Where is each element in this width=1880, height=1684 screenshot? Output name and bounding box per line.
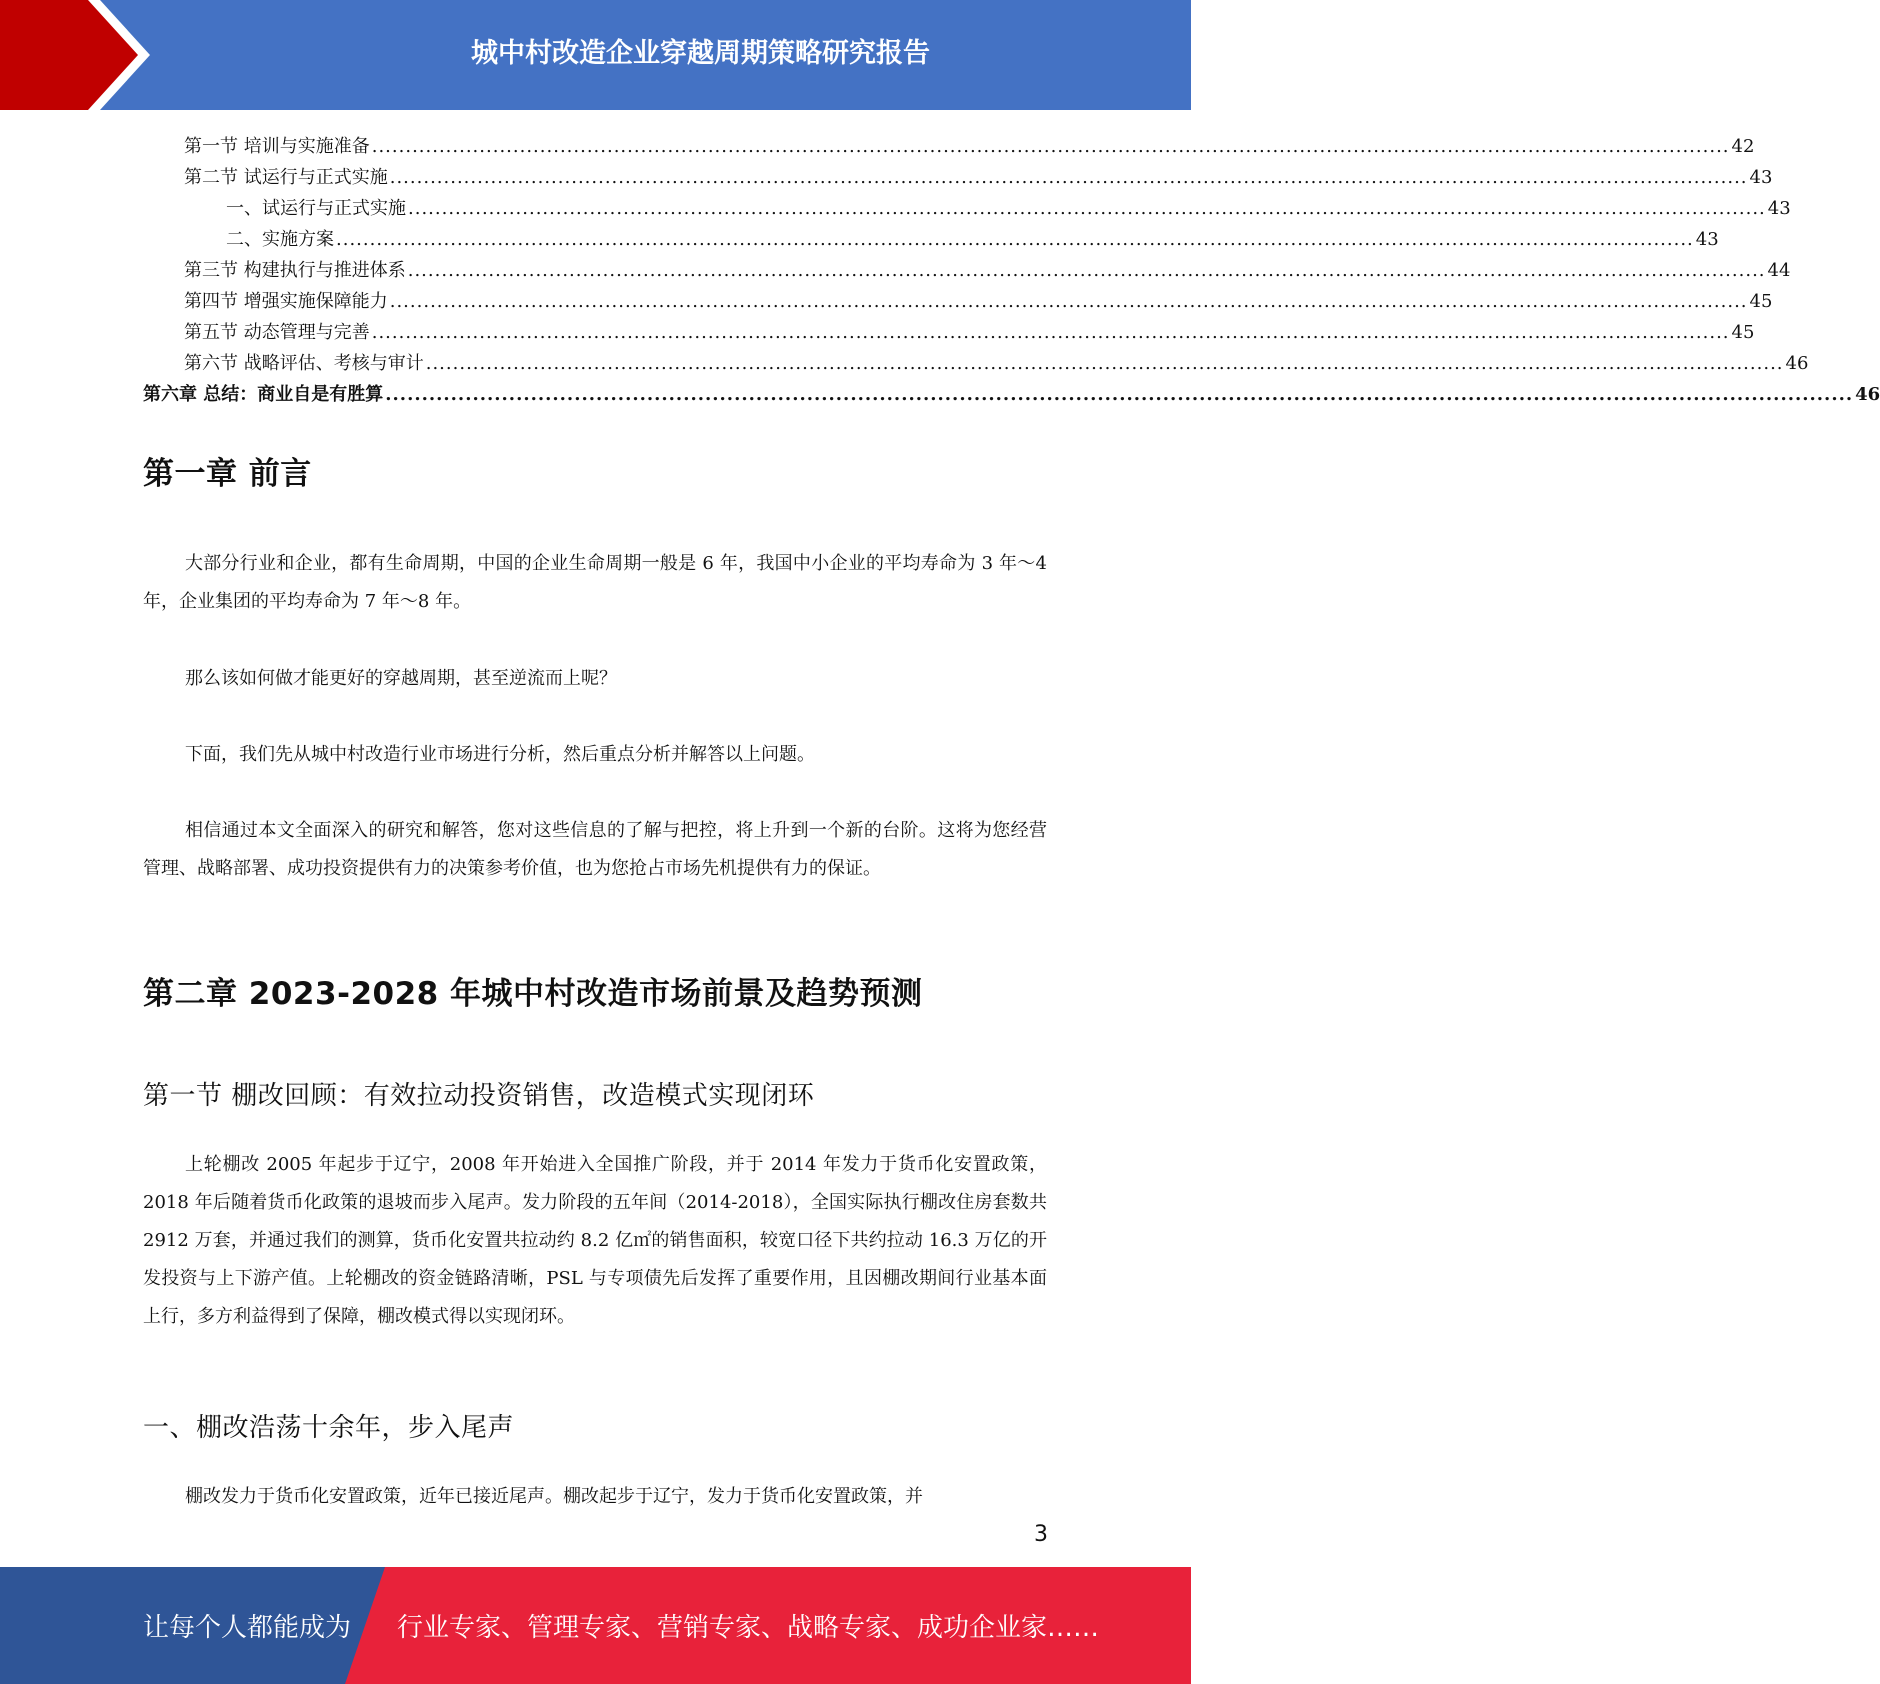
toc-entry[interactable]	[143, 313, 1755, 344]
toc-page: 45	[1731, 322, 1755, 343]
toc-label: 二、实施方案	[226, 229, 334, 250]
page-number: 3	[1034, 1522, 1048, 1547]
toc-page: 46	[1785, 353, 1809, 374]
toc-label: 第六节 战略评估、考核与审计	[184, 353, 424, 374]
toc-page: 46	[1855, 384, 1880, 405]
toc-page: 43	[1695, 229, 1719, 250]
footer-slogan-right: 行业专家、管理专家、营销专家、战略专家、成功企业家……	[397, 1613, 1100, 1643]
toc-leader: ..........................................................................................................................................................................................................	[389, 291, 1748, 312]
toc-label: 第三节 构建执行与推进体系	[184, 260, 406, 281]
toc-entry-chapter[interactable]	[143, 375, 1880, 406]
toc-label: 一、试运行与正式实施	[226, 198, 406, 219]
toc-label: 第二节 试运行与正式实施	[184, 167, 388, 188]
toc-page: 43	[1767, 198, 1791, 219]
toc-page: 45	[1749, 291, 1773, 312]
toc-label: 第一节 培训与实施准备	[184, 136, 370, 157]
toc-entry[interactable]	[143, 127, 1755, 158]
section-1-title: 第一节 棚改回顾：有效拉动投资销售，改造模式实现闭环	[143, 1081, 815, 1111]
toc-entry[interactable]	[143, 220, 1719, 251]
toc-leader: ..........................................................................................................................................................................................................	[389, 167, 1748, 188]
toc-entry[interactable]	[143, 189, 1791, 220]
toc-label: 第六章 总结：商业自是有胜算	[143, 384, 384, 405]
toc-leader: ..........................................................................................................................................................................................................	[371, 322, 1730, 343]
chapter-2-title: 第二章 2023-2028 年城中村改造市场前景及趋势预测	[143, 976, 923, 1012]
toc-leader: ..........................................................................................................................................................................................................	[425, 353, 1784, 374]
chapter-1-paragraph-3: 下面，我们先从城中村改造行业市场进行分析，然后重点分析并解答以上问题。	[185, 744, 815, 765]
subsection-1-title: 一、棚改浩荡十余年，步入尾声	[143, 1413, 515, 1443]
toc-leader: ..........................................................................................................................................................................................................	[408, 198, 1766, 219]
section-1-paragraph: 上轮棚改 2005 年起步于辽宁，2008 年开始进入全国推广阶段，并于 2014 年发力于货币化安置政策，2018 年后随着货币化政策的退坡而步入尾声。发力阶段的五年间（2014-2018），全国实际执行棚改住房套数共 2912 万套，并通过我们的测算，货币化安置共拉动约 8.2 亿㎡的销售面积，较宽口径下共约拉动 16.3 万亿的开发投资与上下游产值。上轮棚改的资金链路清晰，PSL 与专项债先后发挥了重要作用，且因棚改期间行业基本面上行，多方利益得到了保障，棚改模式得以实现闭环。	[143, 1154, 1047, 1327]
toc-label: 第五节 动态管理与完善	[184, 322, 370, 343]
subsection-1-paragraph: 棚改发力于货币化安置政策，近年已接近尾声。棚改起步于辽宁，发力于货币化安置政策，并	[185, 1486, 923, 1507]
toc-entry[interactable]	[143, 251, 1791, 282]
toc-entry[interactable]	[143, 158, 1773, 189]
page-header	[0, 0, 1191, 110]
toc-entry[interactable]	[143, 344, 1809, 375]
toc-page: 42	[1731, 136, 1755, 157]
chapter-1-paragraph-2: 那么该如何做才能更好的穿越周期，甚至逆流而上呢？	[185, 668, 617, 689]
toc-page: 43	[1749, 167, 1773, 188]
toc-leader: ..........................................................................................................................................................................................................	[407, 260, 1766, 281]
page-footer	[0, 1567, 1191, 1684]
toc-page: 44	[1767, 260, 1791, 281]
table-of-contents	[143, 127, 1880, 406]
toc-label: 第四节 增强实施保障能力	[184, 291, 388, 312]
toc-leader: ..........................................................................................................................................................................................................	[336, 229, 1694, 250]
chapter-1-title: 第一章 前言	[143, 456, 312, 492]
toc-leader: ..........................................................................................................................................................................................................	[371, 136, 1730, 157]
report-title: 城中村改造企业穿越周期策略研究报告	[471, 37, 930, 69]
toc-entry[interactable]	[143, 282, 1773, 313]
footer-slogan-left: 让每个人都能成为	[143, 1613, 352, 1643]
toc-leader: ..........................................................................................................................................................................................................	[385, 384, 1854, 405]
chapter-1-paragraph-4: 相信通过本文全面深入的研究和解答，您对这些信息的了解与把控，将上升到一个新的台阶。这将为您经营管理、战略部署、成功投资提供有力的决策参考价值，也为您抢占市场先机提供有力的保证。	[143, 820, 1047, 879]
chapter-1-paragraph-1: 大部分行业和企业，都有生命周期，中国的企业生命周期一般是 6 年，我国中小企业的平均寿命为 3 年～4 年，企业集团的平均寿命为 7 年～8 年。	[143, 553, 1047, 612]
